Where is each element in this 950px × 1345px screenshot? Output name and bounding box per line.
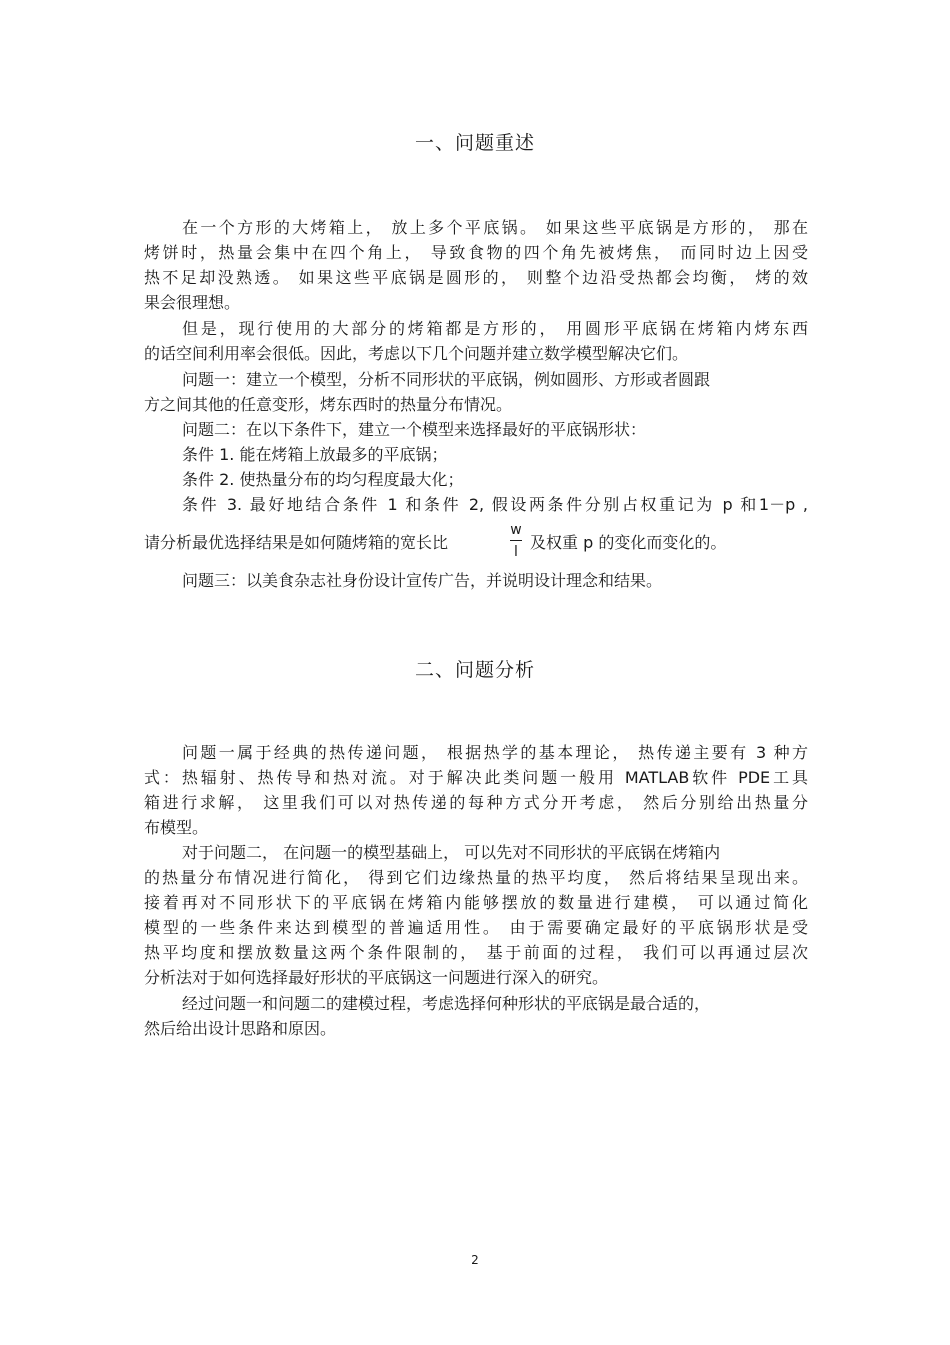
paragraph-line: 模型的一些条件来达到模型的普遍适用性。 由于需要确定最好的平底锅形状是受 bbox=[144, 918, 808, 937]
paragraph-line: 问题二：在以下条件下，建立一个模型来选择最好的平底锅形状： bbox=[182, 420, 647, 439]
paragraph-line: 对于问题二， 在问题一的模型基础上， 可以先对不同形状的平底锅在烤箱内 bbox=[182, 843, 721, 862]
paragraph-line: 烤饼时，热量会集中在四个角上， 导致食物的四个角先被烤焦， 而同时边上因受 bbox=[144, 243, 808, 262]
condition-3-line: 条件 3. 最好地结合条件 1 和条件 2, 假设两条件分别占权重记为 p 和1－p , bbox=[182, 495, 808, 514]
paragraph-line: 问题三：以美食杂志社身份设计宣传广告，并说明设计理念和结果。 bbox=[182, 571, 663, 590]
paragraph-line: 布模型。 bbox=[144, 818, 209, 837]
paragraph-line: 箱进行求解， 这里我们可以对热传递的每种方式分开考虑， 然后分别给出热量分 bbox=[144, 793, 808, 812]
paragraph-line: 方之间其他的任意变形，烤东西时的热量分布情况。 bbox=[144, 395, 513, 414]
paragraph-line: 问题一属于经典的热传递问题， 根据热学的基本理论， 热传递主要有 3 种方 bbox=[182, 743, 808, 762]
paragraph-line: 接着再对不同形状下的平底锅在烤箱内能够摆放的数量进行建模， 可以通过简化 bbox=[144, 893, 808, 912]
paragraph-line: 热平均度和摆放数量这两个条件限制的， 基于前面的过程， 我们可以再通过层次 bbox=[144, 943, 808, 962]
paragraph-line: 分析法对于如何选择最好形状的平底锅这一问题进行深入的研究。 bbox=[144, 968, 609, 987]
paragraph-line: 在一个方形的大烤箱上， 放上多个平底锅。 如果这些平底锅是方形的， 那在 bbox=[182, 218, 808, 237]
paragraph-line: 问题一：建立一个模型，分析不同形状的平底锅，例如圆形、方形或者圆跟 bbox=[182, 370, 711, 389]
paragraph-line: 热不足却没熟透。 如果这些平底锅是圆形的， 则整个边沿受热都会均衡， 烤的效 bbox=[144, 268, 808, 287]
page-number: 2 bbox=[471, 1253, 479, 1267]
section-heading-problem-restatement: 一、问题重述 bbox=[414, 132, 535, 154]
paragraph-line: 果会很理想。 bbox=[144, 293, 241, 312]
paragraph-line: 经过问题一和问题二的建模过程，考虑选择何种形状的平底锅是最合适的， bbox=[182, 994, 711, 1013]
fraction-denominator: l bbox=[514, 544, 518, 560]
paragraph-line: 然后给出设计思路和原因。 bbox=[144, 1019, 337, 1038]
section-heading-problem-analysis: 二、问题分析 bbox=[414, 659, 535, 681]
condition-2-line: 条件 2. 使热量分布的均匀程度最大化； bbox=[182, 470, 464, 489]
paragraph-line: 的热量分布情况进行简化， 得到它们边缘热量的热平均度， 然后将结果呈现出来。 bbox=[144, 868, 808, 887]
fraction-numerator: w bbox=[510, 522, 522, 538]
paragraph-line: 请分析最优选择结果是如何随烤箱的宽长比 bbox=[144, 533, 449, 552]
paragraph-line: 式：热辐射、热传导和热对流。对于解决此类问题一般用 MATLAB软件 PDE工具 bbox=[144, 768, 808, 787]
paragraph-line: 及权重 p 的变化而变化的。 bbox=[530, 533, 727, 552]
fraction-bar bbox=[510, 540, 522, 541]
condition-1-line: 条件 1. 能在烤箱上放最多的平底锅； bbox=[182, 445, 448, 464]
paragraph-line: 但是，现行使用的大部分的烤箱都是方形的， 用圆形平底锅在烤箱内烤东西 bbox=[182, 319, 808, 338]
paragraph-line: 的话空间利用率会很低。因此，考虑以下几个问题并建立数学模型解决它们。 bbox=[144, 344, 689, 363]
